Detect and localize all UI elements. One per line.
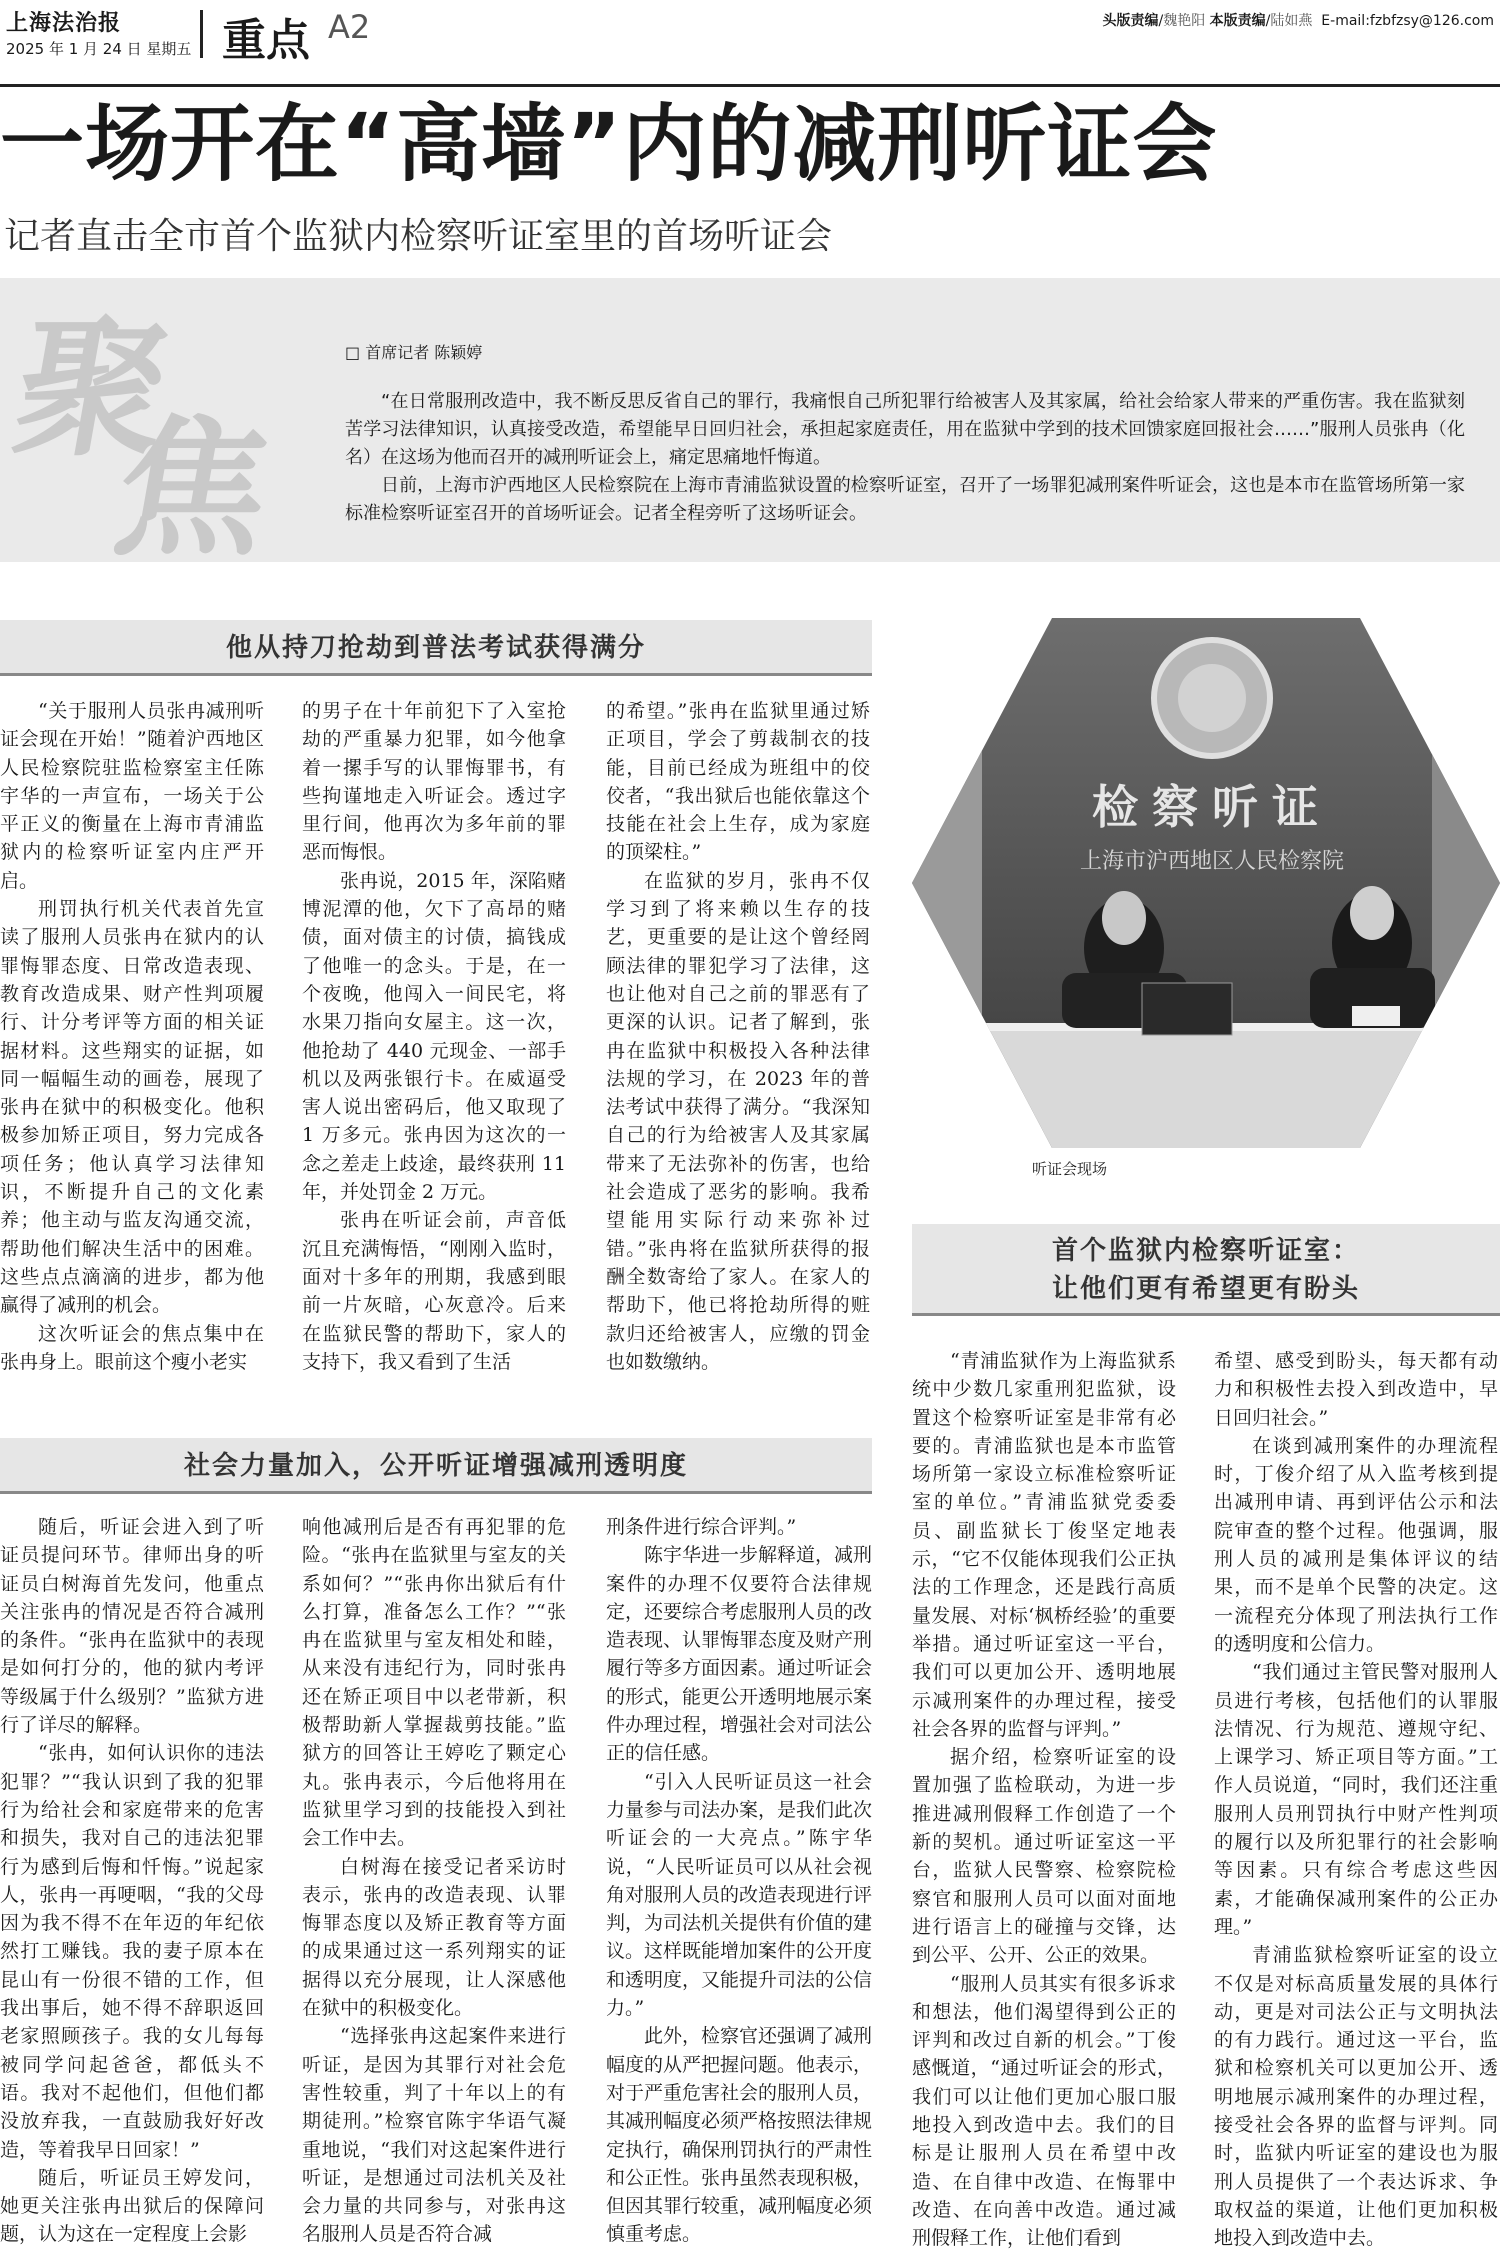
paragraph: 此外，检察官还强调了减刑幅度的从严把握问题。他表示，对于严重危害社会的服刑人员，其减刑幅度必须严格按照法律规定执行，确保刑罚执行的严肃性和公正性。张冉虽然表现积极，但因其罪行较重，减刑幅度必须慎重考虑。 [606,2025,872,2246]
paper-logo: 上海法治报 [6,10,122,36]
section-heading-2: 社会力量加入，公开听证增强减刑透明度 [0,1438,872,1494]
section1-column-3 [606,697,870,1377]
paragraph: “服刑人员其实有很多诉求和想法，他们渴望得到公正的评判和改过自新的机会。”丁俊感慨道，“通过听证会的形式，我们可以让他们更加心服口服地投入到改造中去。我们的目标是让服刑人员在希望中改造、在自律中改造、在悔罪中改造、在向善中改造。通过减刑假释工作，让他们看到 [912,1972,1176,2250]
sign-main: 检察听证 [1092,780,1332,834]
section1-column-1 [0,697,264,1377]
masthead-divider [200,10,203,58]
paragraph: 据介绍，检察听证室的设置加强了监检联动，为进一步推进减刑假释工作创造了一个新的契机。通过听证室这一平台，监狱人民警察、检察院检察官和服刑人员可以面对面地进行语言上的碰撞与交锋，达到公平、公开、公正的效果。 [912,1746,1176,1967]
section3-title-line2: 让他们更有希望更有盼头 [1051,1274,1360,1304]
section-heading-1: 他从持刀抢劫到普法考试获得满分 [0,620,872,676]
section2-column-2 [302,1513,566,2253]
paragraph: “引入人民听证员这一社会力量参与司法办案，是我们此次听证会的一大亮点。”陈宇华说，“人民听证员可以从社会视角对服刑人员的改造表现进行评判，为司法机关提供有价值的建议。这样既能增加案件的公开度和透明度，又能提升司法的公信力。” [606,1770,872,2020]
focus-char-jiao: 焦 [102,401,284,577]
focus-box [0,278,1500,577]
paragraph: 张冉在听证会前，声音低沉且充满悔悟，“刚刚入监时，面对十多年的刑期，我感到眼前一片灰暗，心灰意冷。后来在监狱民警的帮助下，家人的支持下，我又看到了生活 [302,1209,566,1373]
section2-column-1 [0,1513,264,2253]
section3-column-2 [1214,1347,1498,2253]
masthead [0,0,1500,70]
byline: □ 首席记者 陈颖婷 [345,343,483,362]
lead-paragraph: 日前，上海市沪西地区人民检察院在上海市青浦监狱设置的检察听证室，召开了一场罪犯减刑案件听证会，这也是本市在监管场所第一家标准检察听证室召开的首场听证会。记者全程旁听了这场听证会。 [345,475,1465,524]
paragraph: 刑条件进行综合评判。” [606,1516,797,1538]
paragraph: 陈宇华进一步解释道，减刑案件的办理不仅要符合法律规定，还要综合考虑服刑人员的改造表现、认罪悔罪态度及财产刑履行等多方面因素。通过听证会的形式，能更公开透明地展示案件办理过程，增强社会对司法公正的信任感。 [606,1544,872,1765]
section2-column-3 [606,1513,872,2253]
paragraph: “我们通过主管民警对服刑人员进行考核，包括他们的认罪服法情况、行为规范、遵规守纪、上课学习、矫正项目等方面。”工作人员说道，“同时，我们还注重服刑人员刑罚执行中财产性判项的履行以及所犯罪行的社会影响等因素。只有综合考虑这些因素，才能确保减刑案件的公正办理。” [1214,1661,1498,1938]
paragraph: “关于服刑人员张冉减刑听证会现在开始！”随着沪西地区人民检察院驻监检察室主任陈宇华的一声宣布，一场关于公平正义的衡量在上海市青浦监狱内的检察听证室内庄严开启。 [0,700,264,892]
lead-paragraph: “在日常服刑改造中，我不断反思反省自己的罪行，我痛恨自己所犯罪行给被害人及其家属，给社会给家人带来的严重伤害。我在监狱刻苦学习法律知识，认真接受改造，希望能早日回归社会，承担起家庭责任，用在监狱中学到的技术回馈家庭回报社会……”服刑人员张冉（化名）在这场为他而召开的减刑听证会上，痛定思痛地忏悔道。 [345,391,1465,468]
editor-name-1: 魏艳阳 [1163,13,1206,29]
editor-label-1: 头版责编 [1102,13,1159,29]
photo-caption: 听证会现场 [1032,1160,1108,1178]
sign-sub: 上海市沪西地区人民检察院 [1079,849,1345,874]
paragraph: 的男子在十年前犯下了入室抢劫的严重暴力犯罪，如今他拿着一摞手写的认罪悔罪书，有些拘谨地走入听证会。透过字里行间，他再次为多年前的罪恶而悔恨。 [302,700,566,864]
editor-email: E-mail:fzbfzsy@126.com [1321,13,1494,29]
section1-column-2 [302,697,566,1377]
paragraph: 刑罚执行机关代表首先宣读了服刑人员张冉在狱内的认罪悔罪态度、日常改造表现、教育改造成果、财产性判项履行、计分考评等方面的相关证据材料。这些翔实的证据，如同一幅幅生动的画卷，展现了张冉在狱中的积极变化。他积极参加矫正项目，努力完成各项任务；他认真学习法律知识，不断提升自己的文化素养；他主动与监友沟通交流，帮助他们解决生活中的困难。这些点点滴滴的进步，都为他赢得了减刑的机会。 [0,898,264,1317]
paragraph: 的希望。”张冉在监狱里通过矫正项目，学会了剪裁制衣的技能，目前已经成为班组中的佼佼者，“我出狱后也能依靠这个技能在社会上生存，成为家庭的顶梁柱。” [606,700,870,864]
headline: 一场开在“高墙”内的减刑听证会 [0,95,1218,193]
subheadline: 记者直击全市首个监狱内检察听证室里的首场听证会 [4,216,833,257]
focus-char-ju: 聚 [2,301,184,477]
paragraph: 这次听证会的焦点集中在张冉身上。眼前这个瘦小老实 [0,1322,264,1373]
paragraph: 随后，听证员王婷发问，她更关注张冉出狱后的保障问题，认为这在一定程度上会影 [0,2166,264,2246]
paragraph: 响他减刑后是否有再犯罪的危险。“张冉在监狱里与室友的关系如何？”“张冉你出狱后有什么打算，准备怎么工作？”“张冉在监狱里与室友相处和睦，从来没有违纪行为，同时张冉还在矫正项目中以老带新，积极帮助新人掌握裁剪技能。”监狱方的回答让王婷吃了颗定心丸。张冉表示，今后他将用在监狱里学习到的技能投入到社会工作中去。 [302,1516,566,1850]
paragraph: 随后，听证会进入到了听证员提问环节。律师出身的听证员白树海首先发问，他重点关注张冉的情况是否符合减刑的条件。“张冉在监狱中的表现是如何打分的，他的狱内考评等级属于什么级别？”监狱方进行了详尽的解释。 [0,1516,264,1737]
section3-column-1 [912,1347,1176,2253]
lead-paragraphs [345,388,1465,528]
paragraph: 在谈到减刑案件的办理流程时，丁俊介绍了从入监考核到提出减刑申请、再到评估公示和法院审查的整个过程。他强调，服刑人员的减刑是集体评议的结果，而不是单个民警的决定。这一流程充分体现了刑法执行工作的透明度和公信力。 [1214,1434,1498,1655]
section3-title-line1: 首个监狱内检察听证室： [1051,1236,1360,1266]
section-name: 重点 [222,15,310,66]
hearing-photo-svg [912,618,1500,1148]
section-heading-3 [912,1224,1500,1316]
paragraph: 青浦监狱检察听证室的设立不仅是对标高质量发展的具体行动，更是对司法公正与文明执法的有力践行。通过这一平台，监狱和检察机关可以更加公开、透明地展示减刑案件的办理过程，接受社会各界的监督与评判。同时，监狱内听证室的建设也为服刑人员提供了一个表达诉求、争取权益的渠道，让他们更加积极地投入到改造中去。 [1214,1944,1498,2250]
paragraph: “选择张冉这起案件来进行听证，是因为其罪行对社会危害性较重，判了十年以上的有期徒刑。”检察官陈宇华语气凝重地说，“我们对这起案件进行听证，是想通过司法机关及社会力量的共同参与，对张冉这名服刑人员是否符合减 [302,2025,566,2246]
paragraph: 白树海在接受记者采访时表示，张冉的改造表现、认罪悔罪态度以及矫正教育等方面的成果通过这一系列翔实的证据得以充分展现，让人深感他在狱中的积极变化。 [302,1855,566,2020]
paragraph: “张冉，如何认识你的违法犯罪？”“我认识到了我的犯罪行为给社会和家庭带来的危害和损失，我对自己的违法犯罪行为感到后悔和忏悔。”说起家人，张冉一再哽咽，“我的父母因为我不得不在年迈的年纪依然打工赚钱。我的妻子原本在昆山有一份很不错的工作，但我出事后，她不得不辞职返回老家照顾孩子。我的女儿每每被同学问起爸爸，都低头不语。我对不起他们，但他们都没放弃我，一直鼓励我好好改造，等着我早日回家！” [0,1742,264,2161]
paragraph: 在监狱的岁月，张冉不仅学习到了将来赖以生存的技艺，更重要的是让这个曾经罔顾法律的罪犯学习了法律，这也让他对自己之前的罪恶有了更深的认识。记者了解到，张冉在监狱中积极投入各种法律法规的学习，在 2023 年的普法考试中获得了满分。“我深知自己的行为给被害人及其家属带来了无法弥补的伤害，也给社会造成了恶劣的影响。我希望能用实际行动来弥补过错。”张冉将在监狱所获得的报酬全数寄给了家人。在家人的帮助下，他已将抢劫所得的赃款归还给被害人，应缴的罚金也如数缴纳。 [606,869,870,1373]
paragraph: 张冉说，2015 年，深陷赌博泥潭的他，欠下了高昂的赌债，面对债主的讨债，搞钱成了他唯一的念头。于是，在一个夜晚，他闯入一间民宅，将水果刀指向女屋主。这一次，他抢劫了 440 元现金、一部手机以及两张银行卡。在威逼受害人说出密码后，他又取现了 1 万多元。张冉因为这次的一念之差走上歧途，最终获刑 11 年，并处罚金 2 万元。 [302,869,566,1204]
page-number: A2 [328,8,371,46]
hearing-photo [912,618,1500,1148]
editor-label-2: 本版责编 [1209,13,1266,29]
editor-name-2: 陆如燕 [1270,13,1313,29]
paragraph: 希望、感受到盼头，每天都有动力和积极性去投入到改造中，早日回归社会。” [1214,1350,1498,1429]
paragraph: “青浦监狱作为上海监狱系统中少数几家重刑犯监狱，设置这个检察听证室是非常有必要的。青浦监狱也是本市监管场所第一家设立标准检察听证室的单位。”青浦监狱党委委员、副监狱长丁俊坚定地表示，“它不仅能体现我们公正执法的工作理念，还是践行高质量发展、对标‘枫桥经验’的重要举措。通过听证室这一平台，我们可以更加公开、透明地展示减刑案件的办理过程，接受社会各界的监督与评判。” [912,1350,1176,1740]
issue-date: 2025 年 1 月 24 日 星期五 [6,40,192,58]
editors-line: 头版责编/魏艳阳 本版责编/陆如燕 E-mail:fzbfzsy@126.com [1102,13,1494,29]
header-rule [0,84,1500,87]
